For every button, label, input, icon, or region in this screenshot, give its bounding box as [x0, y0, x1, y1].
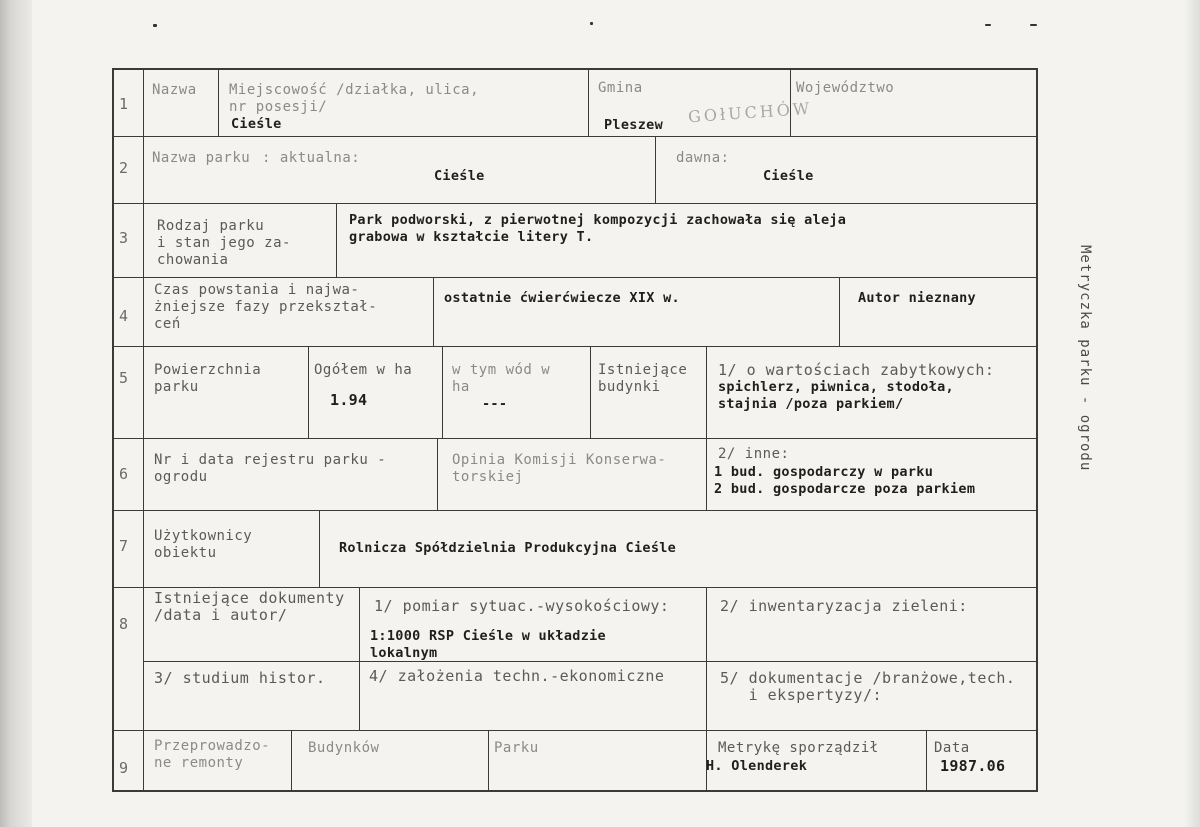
- park-type-value: Park podworski, z pierwotnej kompozycji zachowała się aleja grabowa w kształcie litery T.: [349, 212, 847, 245]
- users-value: Rolnicza Spółdzielnia Produkcyjna Cieśle: [339, 540, 677, 556]
- scan-right-edge: [1184, 0, 1200, 827]
- tech-economic-label: 4/ założenia techn.-ekonomiczne: [369, 667, 665, 685]
- row-number-3: 3: [119, 229, 129, 247]
- scan-speck: [590, 22, 593, 25]
- row-number-2: 2: [119, 159, 129, 177]
- cell-divider: [655, 136, 656, 203]
- scan-speck: [153, 24, 157, 27]
- commune-value: Pleszew: [604, 117, 663, 133]
- row-number-9: 9: [119, 759, 129, 777]
- park-type-label: Rodzaj parku i stan jego za- chowania: [157, 218, 291, 268]
- current-name-label: : aktualna:: [262, 150, 361, 166]
- cell-divider: [926, 730, 927, 790]
- cell-divider: [442, 346, 443, 438]
- total-area-label: Ogółem w ha: [314, 362, 413, 378]
- cell-divider: [839, 277, 840, 346]
- location-prefix: Nazwa: [152, 82, 197, 98]
- existing-buildings-label: Istniejące budynki: [598, 362, 688, 395]
- row-number-7: 7: [119, 537, 129, 555]
- row-divider: [114, 510, 1036, 511]
- period-label: Czas powstania i najwa- żniejsze fazy przekształ- ceń: [154, 282, 378, 332]
- repairs-label: Przeprowadzo- ne remonty: [154, 738, 271, 771]
- side-title: Metryczka parku - ogrodu: [1077, 245, 1093, 472]
- other-buildings-value: 1 bud. gospodarczy w parku 2 bud. gospodarcze poza parkiem: [714, 464, 976, 497]
- cell-divider: [319, 510, 320, 587]
- number-column-divider: [143, 70, 144, 790]
- record-author-value: H. Olenderek: [706, 758, 808, 774]
- scan-left-edge: [0, 0, 32, 827]
- row-divider: [114, 587, 1036, 588]
- date-value: 1987.06: [940, 757, 1006, 775]
- cell-divider: [706, 438, 707, 510]
- handwritten-note: GOłUCHÓW: [687, 98, 813, 127]
- monuments-label: 1/ o wartościach zabytkowych:: [718, 361, 995, 379]
- other-buildings-label: 2/ inne:: [718, 446, 790, 462]
- current-name-value: Cieśle: [434, 168, 485, 184]
- greenery-inventory-label: 2/ inwentaryzacja zieleni:: [720, 597, 968, 615]
- cell-divider: [433, 277, 434, 346]
- cell-divider: [291, 730, 292, 790]
- users-label: Użytkownicy obiektu: [154, 528, 253, 561]
- monuments-value: spichlerz, piwnica, stodoła, stajnia /poza parkiem/: [718, 379, 954, 412]
- row-number-4: 4: [119, 307, 129, 325]
- row-number-6: 6: [119, 465, 129, 483]
- cell-divider: [706, 587, 707, 730]
- former-name-value: Cieśle: [763, 168, 814, 184]
- cell-divider: [308, 346, 309, 438]
- cell-divider: [218, 70, 219, 136]
- author-value: Autor nieznany: [858, 290, 976, 306]
- record-author-label: Metrykę sporządził: [718, 740, 879, 756]
- survey-label: 1/ pomiar sytuac.-wysokościowy:: [374, 597, 670, 615]
- commune-label: Gmina: [598, 80, 643, 96]
- voivodeship-label: Województwo: [796, 80, 895, 96]
- cell-divider: [590, 346, 591, 438]
- cell-divider: [588, 70, 589, 136]
- scan-speck: [1030, 24, 1037, 26]
- row-divider: [114, 438, 1036, 439]
- registry-label: Nr i data rejestru parku - ogrodu: [154, 452, 387, 485]
- former-name-label: dawna:: [676, 150, 730, 166]
- repairs-buildings-label: Budynków: [308, 740, 380, 756]
- row-divider: [114, 346, 1036, 347]
- cell-divider: [437, 438, 438, 510]
- period-value: ostatnie ćwierćwiecze XIX w.: [444, 290, 680, 306]
- total-area-value: 1.94: [330, 391, 368, 409]
- cell-divider: [359, 587, 360, 730]
- row-number-8: 8: [119, 615, 129, 633]
- row-divider: [114, 136, 1036, 137]
- water-area-value: ---: [482, 396, 508, 412]
- cell-divider: [336, 203, 337, 277]
- water-area-label: w tym wód w ha: [452, 362, 551, 395]
- row-divider: [114, 277, 1036, 278]
- row-divider: [114, 730, 1036, 731]
- cell-divider: [488, 730, 489, 790]
- row-number-5: 5: [119, 369, 129, 387]
- scan-speck: [985, 24, 991, 26]
- area-label: Powierzchnia parku: [154, 362, 262, 395]
- location-value: Cieśle: [231, 116, 282, 132]
- existing-docs-label: Istniejące dokumenty /data i autor/: [154, 589, 345, 624]
- cell-divider: [706, 346, 707, 438]
- row-divider: [114, 203, 1036, 204]
- row-number-1: 1: [119, 95, 129, 113]
- historical-study-label: 3/ studium histor.: [154, 669, 326, 687]
- documentation-label: 5/ dokumentacje /branżowe,tech. i ekspertyzy/:: [720, 669, 1016, 704]
- location-label: Miejscowość /działka, ulica, nr posesji/: [229, 82, 480, 115]
- repairs-park-label: Parku: [494, 740, 539, 756]
- survey-value: 1:1000 RSP Cieśle w układzie lokalnym: [370, 628, 606, 661]
- park-name-label: Nazwa parku: [152, 150, 251, 166]
- date-label: Data: [934, 740, 970, 756]
- conservation-opinion-label: Opinia Komisji Konserwa- torskiej: [452, 452, 667, 485]
